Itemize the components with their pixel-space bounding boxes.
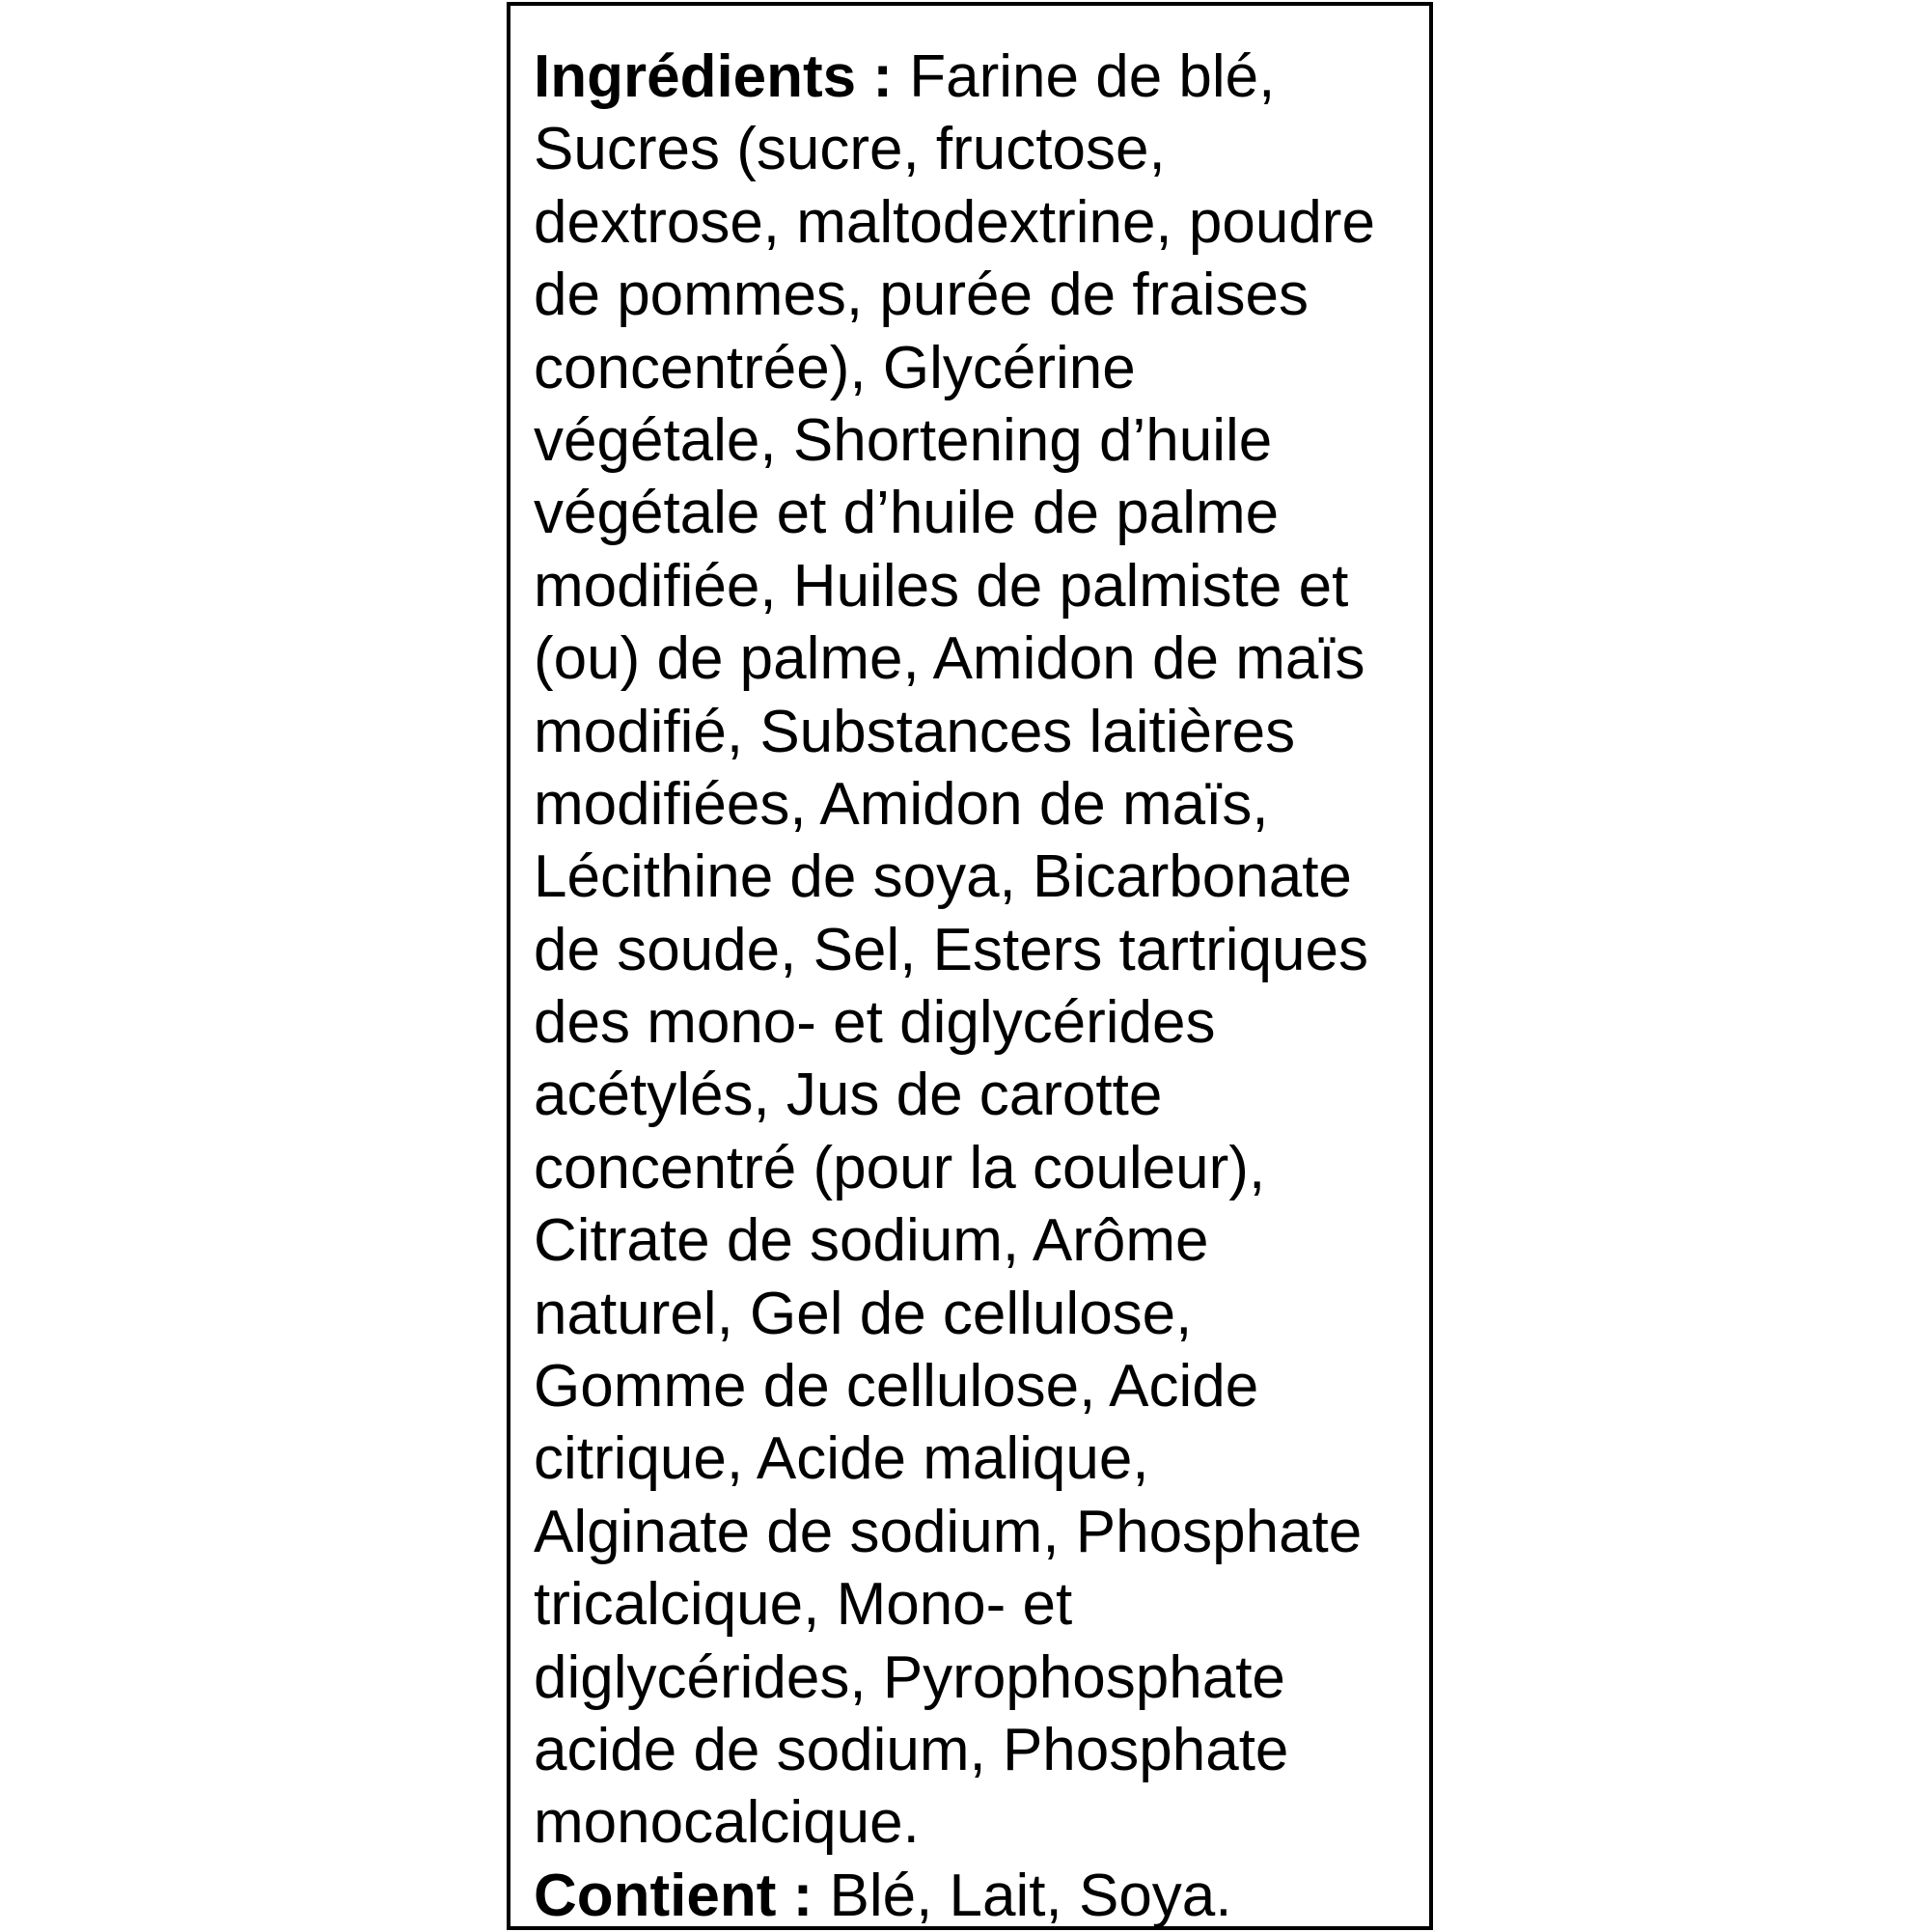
ingredients-text-block bbox=[534, 41, 1421, 1932]
contains-heading: Contient : bbox=[534, 1862, 813, 1929]
ingredients-line: modifié, Substances laitières bbox=[534, 698, 1296, 765]
ingredients-line: (ou) de palme, Amidon de maïs bbox=[534, 625, 1365, 693]
ingredients-line: Citrate de sodium, Arôme bbox=[534, 1207, 1209, 1275]
ingredients-line: acide de sodium, Phosphate bbox=[534, 1716, 1289, 1783]
ingredients-line: Sucres (sucre, fructose, bbox=[534, 116, 1166, 183]
ingredients-line: concentré (pour la couleur), bbox=[534, 1134, 1266, 1201]
ingredients-line: végétale, Shortening d’huile bbox=[534, 406, 1273, 474]
ingredients-line: naturel, Gel de cellulose, bbox=[534, 1280, 1193, 1347]
ingredients-line: des mono- et diglycérides bbox=[534, 989, 1216, 1057]
ingredients-line: dextrose, maltodextrine, poudre bbox=[534, 188, 1375, 256]
contains-text: Blé, Lait, Soya. bbox=[829, 1862, 1232, 1929]
ingredients-line: diglycérides, Pyrophosphate bbox=[534, 1643, 1285, 1711]
ingredients-line: modifiée, Huiles de palmiste et bbox=[534, 552, 1349, 620]
ingredients-line: Alginate de sodium, Phosphate bbox=[534, 1498, 1363, 1565]
ingredients-heading: Ingrédients : bbox=[534, 43, 894, 110]
ingredients-line: de soude, Sel, Esters tartriques bbox=[534, 916, 1369, 983]
ingredients-line: monocalcique. bbox=[534, 1789, 920, 1857]
ingredients-line: citrique, Acide malique, bbox=[534, 1425, 1149, 1493]
ingredients-label-box bbox=[507, 2, 1433, 1930]
ingredients-line-text: Farine de blé, bbox=[909, 43, 1276, 110]
contains-line bbox=[534, 1860, 1421, 1932]
ingredients-line-1 bbox=[534, 41, 1421, 113]
ingredients-line: tricalcique, Mono- et bbox=[534, 1571, 1073, 1639]
ingredients-line: acétylés, Jus de carotte bbox=[534, 1062, 1163, 1129]
ingredients-line: modifiées, Amidon de maïs, bbox=[534, 770, 1269, 838]
ingredients-line: végétale et d’huile de palme bbox=[534, 480, 1280, 547]
ingredients-line: de pommes, purée de fraises bbox=[534, 262, 1309, 329]
ingredients-line: Gomme de cellulose, Acide bbox=[534, 1353, 1259, 1421]
ingredients-line: concentrée), Glycérine bbox=[534, 334, 1136, 401]
ingredients-line: Lécithine de soya, Bicarbonate bbox=[534, 843, 1352, 911]
